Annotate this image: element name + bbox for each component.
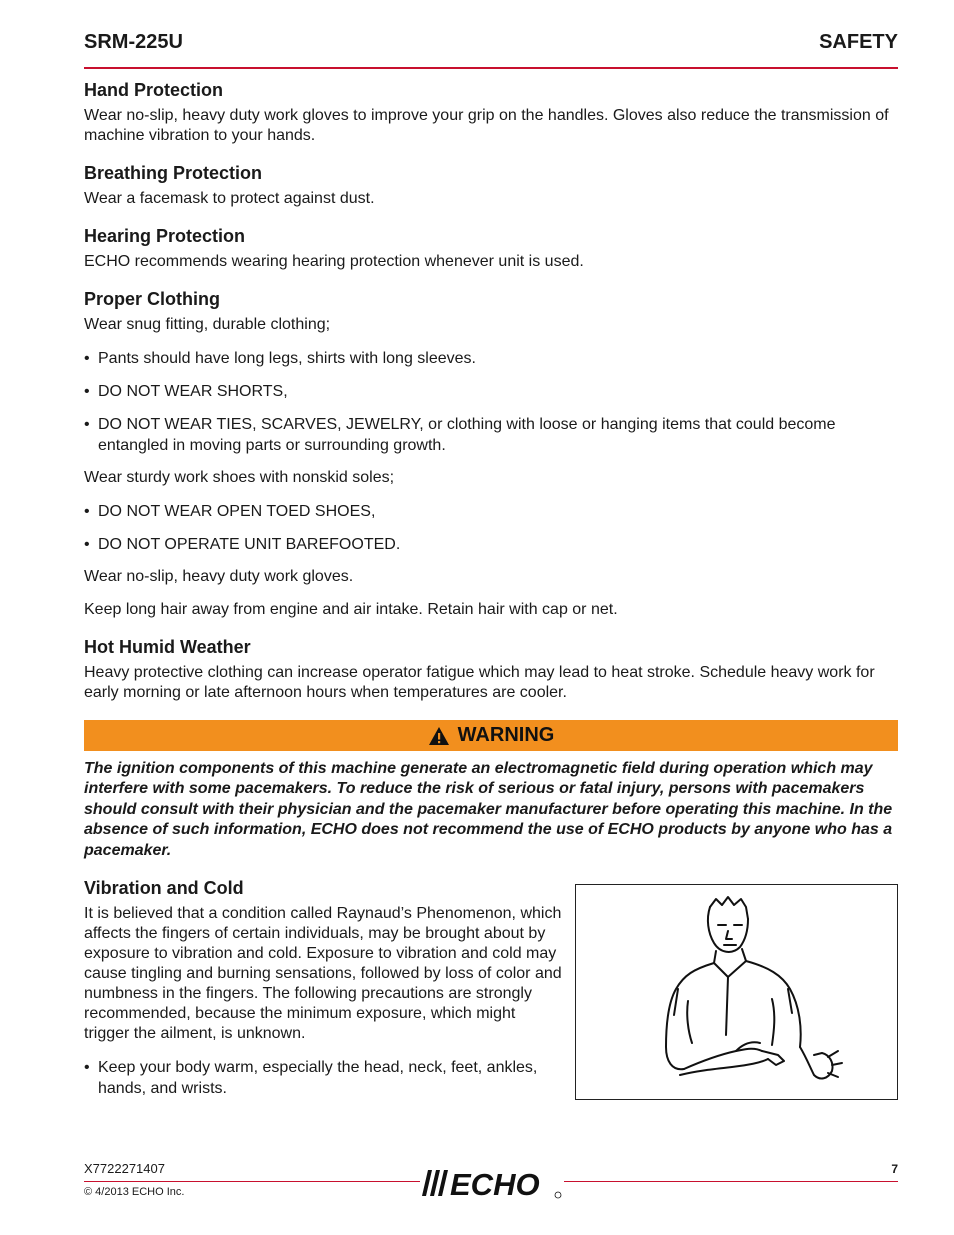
hand-protection-text: Wear no-slip, heavy duty work gloves to improve your grip on the handles. Gloves also reduce the transmission of machine vibration to your hands. <box>84 107 889 144</box>
shoes-intro: Wear sturdy work shoes with nonskid soles; <box>84 469 395 486</box>
shoe-bullet-list <box>84 501 898 555</box>
warning-text: The ignition components of this machine generate an electromagnetic field during operation which may interfere with some pacemakers. To reduce the risk of serious or fatal injury, persons with pacemakers should consult with their physician and the pacemaker manufacturer before operating this machine. In the absence of such information, ECHO does not recommend the use of ECHO products by anyone who has a pacemaker. <box>84 760 893 859</box>
cold-hands-illustration <box>575 884 898 1100</box>
manual-page <box>84 0 898 1235</box>
vibration-bullet-list <box>84 1057 564 1099</box>
breathing-protection-heading: Breathing Protection <box>84 163 263 183</box>
page-number: 7 <box>891 1162 898 1176</box>
echo-logo <box>420 1166 564 1200</box>
list-item: • DO NOT WEAR OPEN TOED SHOES, <box>84 501 898 522</box>
list-item: • Keep your body warm, especially the head, neck, feet, ankles, hands, and wrists. <box>84 1057 564 1099</box>
clothing-bullet-list <box>84 348 898 456</box>
echo-logo-graphic <box>420 1166 564 1200</box>
warning-label: WARNING <box>457 724 555 746</box>
hair-text: Keep long hair away from engine and air intake. Retain hair with cap or net. <box>84 601 618 618</box>
list-item: • DO NOT OPERATE UNIT BAREFOOTED. <box>84 534 898 555</box>
list-item: • Pants should have long legs, shirts with long sleeves. <box>84 348 898 369</box>
hearing-protection-heading: Hearing Protection <box>84 226 246 246</box>
hot-humid-heading: Hot Humid Weather <box>84 637 251 657</box>
page-content <box>84 79 898 1107</box>
breathing-protection-text: Wear a facemask to protect against dust. <box>84 190 375 207</box>
proper-clothing-intro: Wear snug fitting, durable clothing; <box>84 316 331 333</box>
hand-protection-heading: Hand Protection <box>84 80 224 100</box>
section-name: SAFETY <box>819 31 898 53</box>
man-rubbing-hands-drawing <box>576 885 897 1099</box>
hearing-protection-text: ECHO recommends wearing hearing protection whenever unit is used. <box>84 253 584 270</box>
logo-text: ECHO <box>450 1167 540 1200</box>
proper-clothing-heading: Proper Clothing <box>84 289 220 309</box>
gloves-text: Wear no-slip, heavy duty work gloves. <box>84 568 354 585</box>
warning-banner <box>84 720 898 751</box>
list-item: • DO NOT WEAR TIES, SCARVES, JEWELRY, or clothing with loose or hanging items that could become entangled in moving parts or surrounding growth. <box>84 414 898 456</box>
warning-triangle-icon <box>428 726 450 746</box>
hot-humid-text: Heavy protective clothing can increase operator fatigue which may lead to heat stroke. Schedule heavy work for early morning or late afternoon hours when temperatures are cooler. <box>84 664 875 701</box>
model-name: SRM-225U <box>84 31 183 53</box>
vibration-section <box>84 877 898 1107</box>
list-item: • DO NOT WEAR SHORTS, <box>84 381 898 402</box>
vibration-heading: Vibration and Cold <box>84 878 244 899</box>
page-header <box>84 31 898 69</box>
copyright-notice: © 4/2013 ECHO Inc. <box>84 1186 185 1198</box>
document-number: X7722271407 <box>84 1161 165 1176</box>
vibration-text: It is believed that a condition called Raynaud’s Phenomenon, which affects the fingers of certain individuals, may be brought about by exposure to vibration and cold. Exposure to vibration and cold may cause tingling and burning sensations, followed by loss of color and numbness in the fingers. The following precautions are strongly recommended, because the minimum exposure, which might trigger the ailment, is unknown. <box>84 905 562 1043</box>
